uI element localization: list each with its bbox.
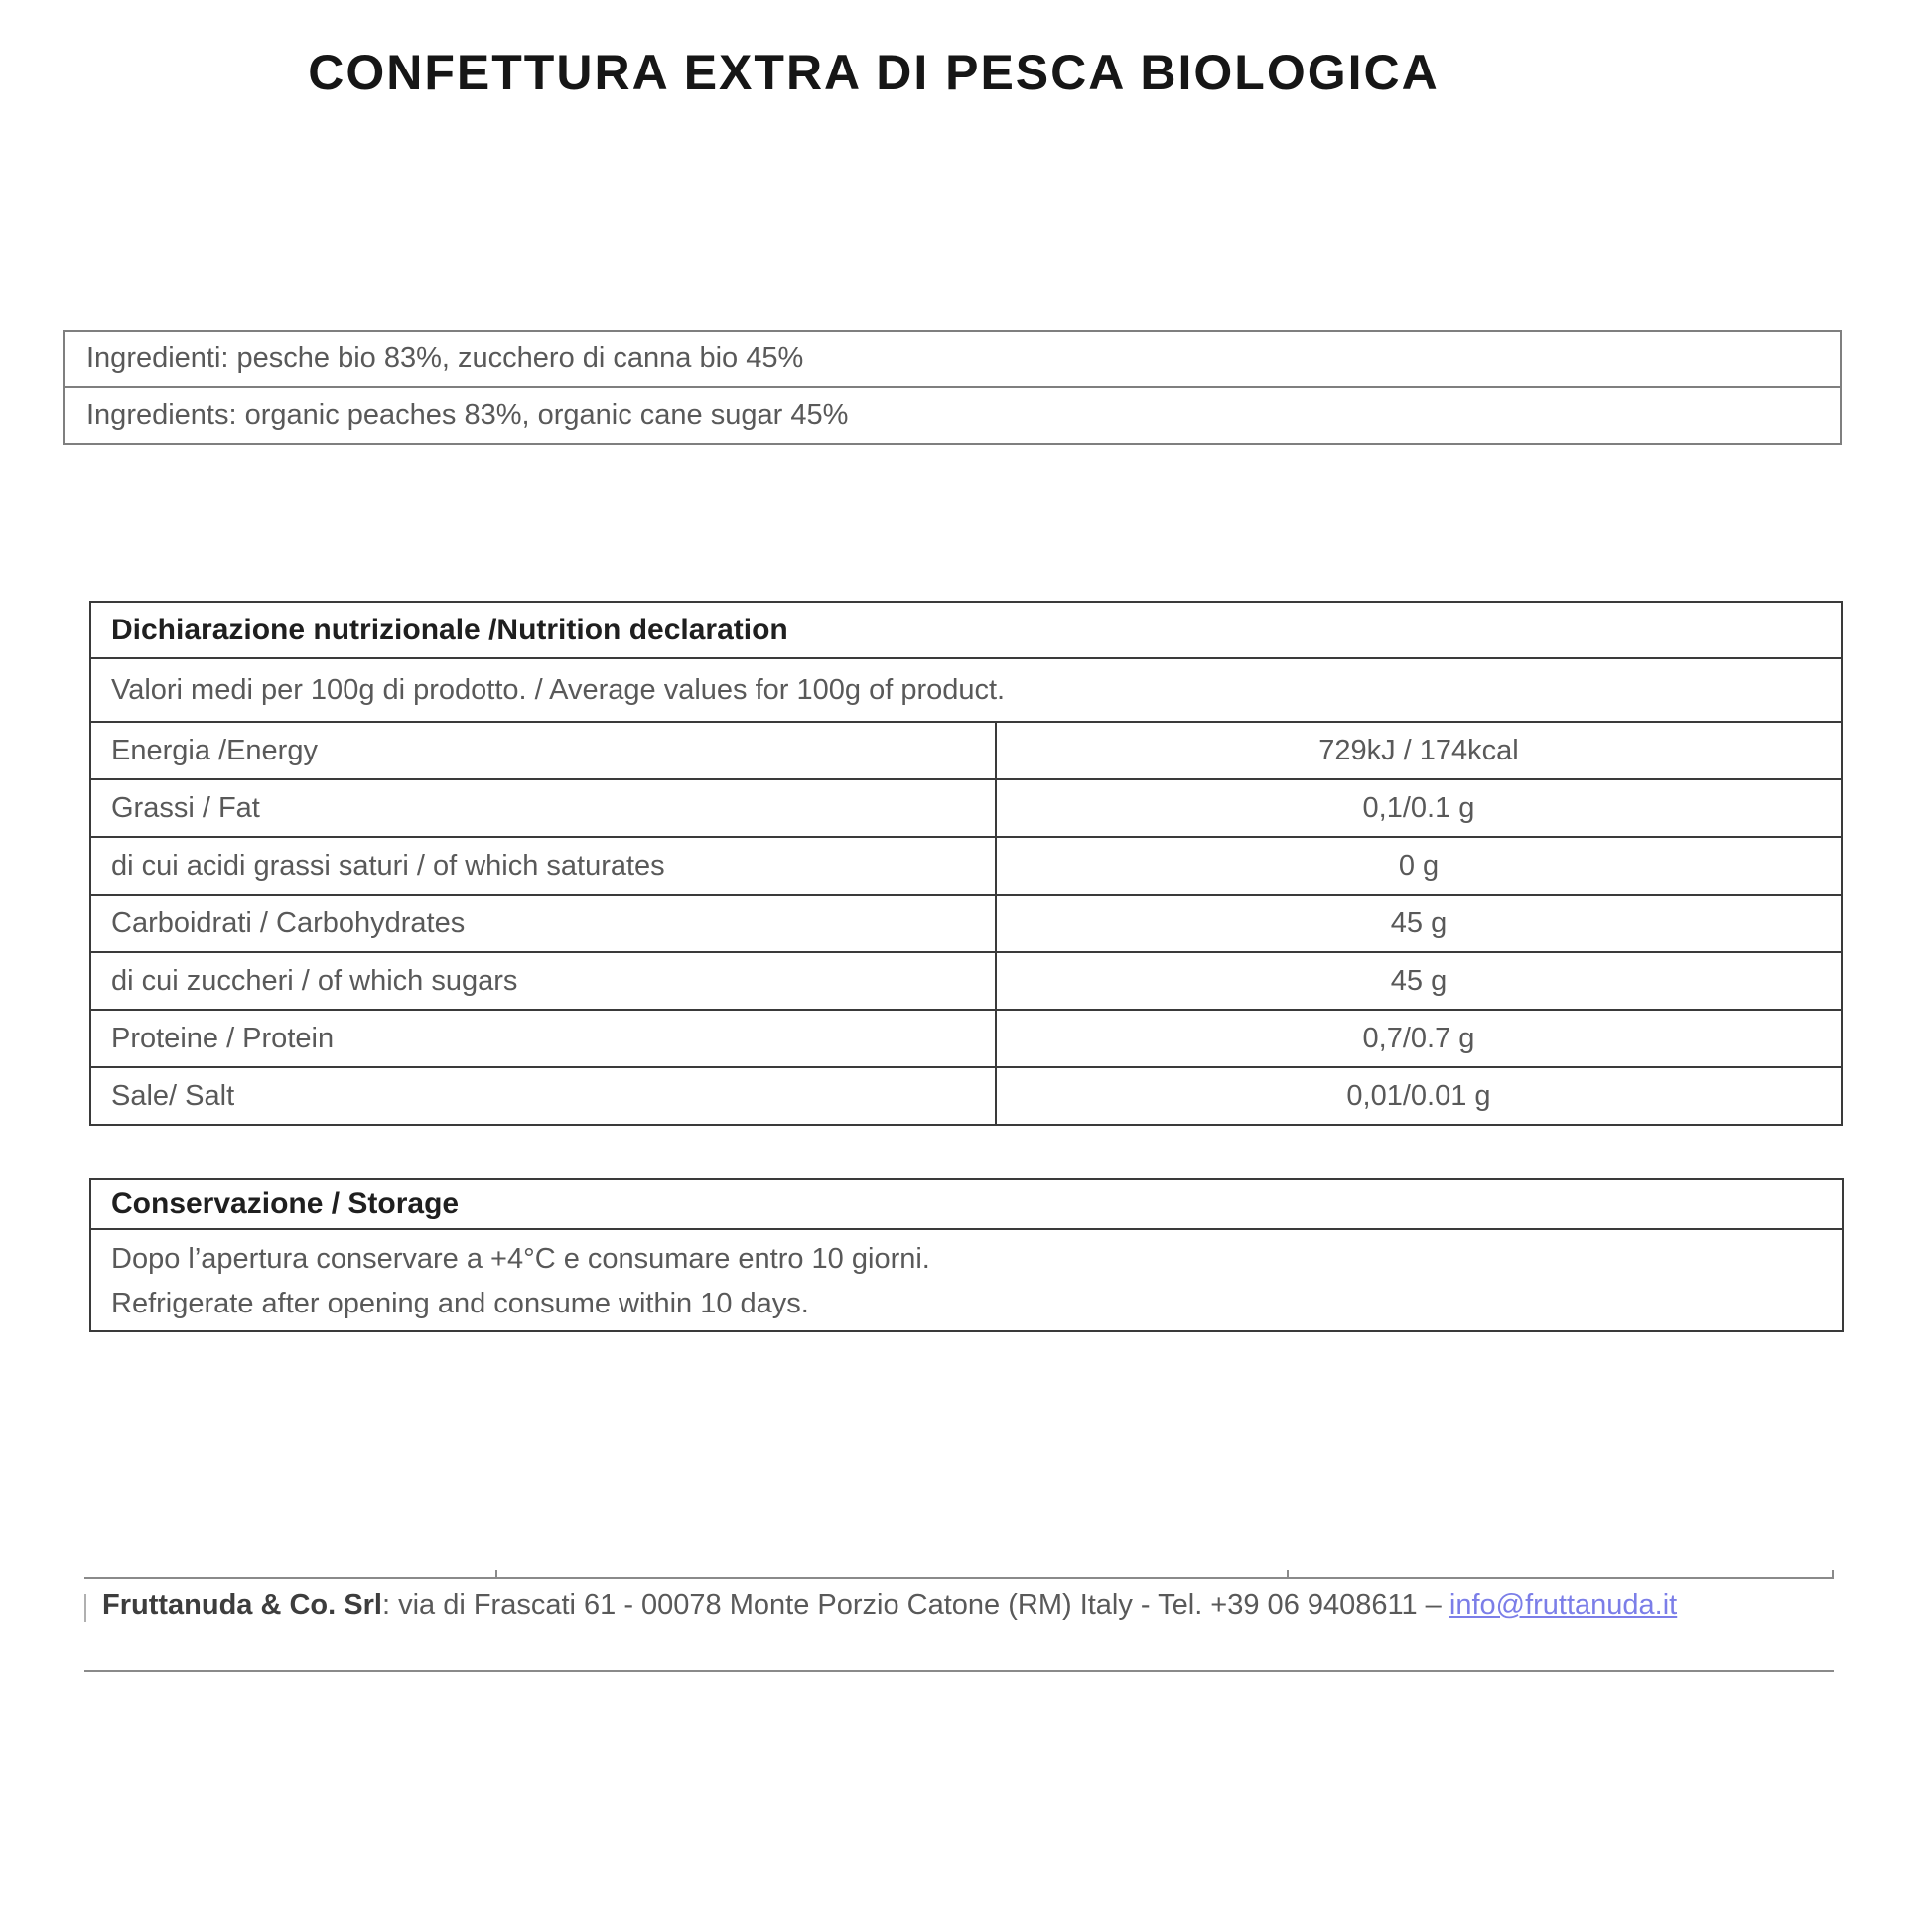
storage-table-header: Conservazione / Storage xyxy=(90,1179,1843,1229)
nutrient-label: Carboidrati / Carbohydrates xyxy=(90,895,996,952)
nutrient-value: 729kJ / 174kcal xyxy=(996,722,1842,779)
nutrient-label: Energia /Energy xyxy=(90,722,996,779)
table-row xyxy=(90,658,1842,722)
storage-instructions xyxy=(90,1229,1843,1331)
nutrient-value: 0,01/0.01 g xyxy=(996,1067,1842,1125)
nutrition-table-header: Dichiarazione nutrizionale /Nutrition declaration xyxy=(90,602,1842,658)
ingredients-table xyxy=(63,330,1842,445)
footer-rule-tick xyxy=(1832,1570,1834,1578)
nutrient-label: Sale/ Salt xyxy=(90,1067,996,1125)
nutrient-label: Grassi / Fat xyxy=(90,779,996,837)
storage-table xyxy=(89,1178,1844,1332)
table-row xyxy=(90,722,1842,779)
footer-rule-tick xyxy=(1287,1570,1289,1578)
company-name: Fruttanuda & Co. Srl xyxy=(102,1589,382,1621)
table-row xyxy=(90,1067,1842,1125)
table-row xyxy=(90,837,1842,895)
footer-rule-tick xyxy=(495,1570,497,1578)
nutrient-value: 45 g xyxy=(996,895,1842,952)
storage-line-english: Refrigerate after opening and consume within 10 days. xyxy=(111,1287,809,1319)
ingredients-row-italian: Ingredienti: pesche bio 83%, zucchero di canna bio 45% xyxy=(64,331,1841,387)
nutrient-label: Proteine / Protein xyxy=(90,1010,996,1067)
footer-top-rule xyxy=(84,1577,1834,1579)
nutrition-table-subheader: Valori medi per 100g di prodotto. / Average values for 100g of product. xyxy=(90,658,1842,722)
footer-left-tick xyxy=(84,1594,86,1622)
table-row xyxy=(90,779,1842,837)
table-row xyxy=(90,1229,1843,1331)
nutrition-table xyxy=(89,601,1843,1126)
table-row xyxy=(90,602,1842,658)
email-link[interactable]: info@fruttanuda.it xyxy=(1449,1589,1678,1621)
nutrient-label: di cui acidi grassi saturi / of which saturates xyxy=(90,837,996,895)
table-row xyxy=(90,1179,1843,1229)
table-row xyxy=(90,895,1842,952)
footer-company-info xyxy=(102,1589,1850,1622)
footer-bottom-rule xyxy=(84,1670,1834,1672)
table-row xyxy=(64,387,1841,444)
nutrient-value: 0 g xyxy=(996,837,1842,895)
nutrient-value: 45 g xyxy=(996,952,1842,1010)
page-title: CONFETTURA EXTRA DI PESCA BIOLOGICA xyxy=(308,45,1440,100)
ingredients-row-english: Ingredients: organic peaches 83%, organic cane sugar 45% xyxy=(64,387,1841,444)
nutrient-value: 0,7/0.7 g xyxy=(996,1010,1842,1067)
table-row xyxy=(64,331,1841,387)
table-row xyxy=(90,952,1842,1010)
nutrient-label: di cui zuccheri / of which sugars xyxy=(90,952,996,1010)
nutrient-value: 0,1/0.1 g xyxy=(996,779,1842,837)
table-row xyxy=(90,1010,1842,1067)
company-address: : via di Frascati 61 - 00078 Monte Porzio Catone (RM) Italy - Tel. +39 06 9408611 – xyxy=(381,1589,1449,1621)
storage-line-italian: Dopo l’apertura conservare a +4°C e consumare entro 10 giorni. xyxy=(111,1242,930,1275)
